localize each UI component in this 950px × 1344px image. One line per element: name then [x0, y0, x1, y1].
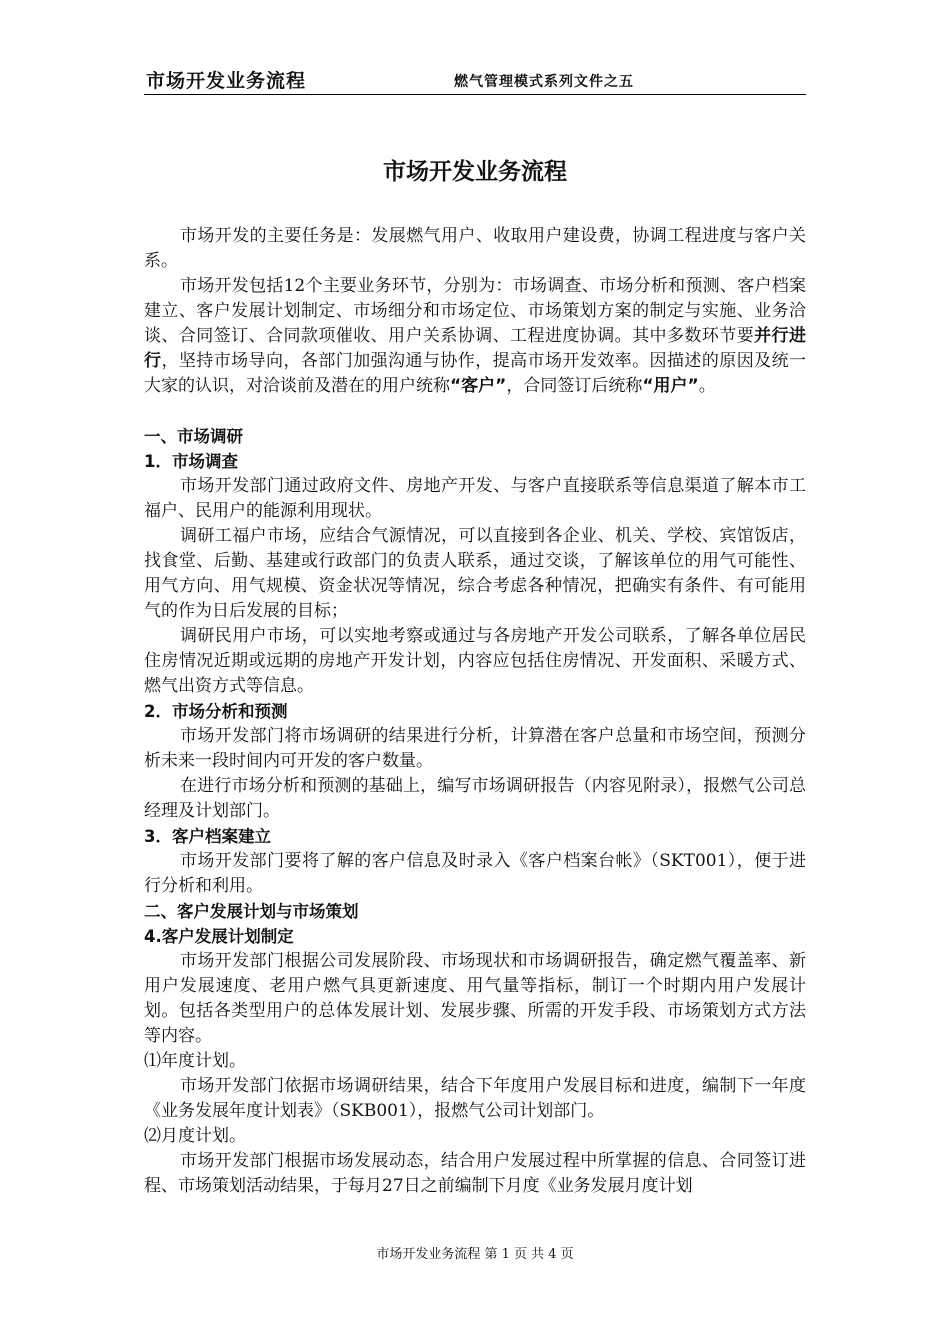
paragraph: 调研工福户市场，应结合气源情况，可以直接到各企业、机关、学校、宾馆饭店，找食堂、后勤、基建或行政部门的负责人联系，通过交谈，了解该单位的用气可能性、用气方向、用气规模、资金状况等情况，综合考虑各种情况，把确实有条件、有可能用气的作为日后发展的目标； — [144, 526, 806, 621]
page-header — [144, 70, 806, 95]
header-title: 市场开发业务流程 — [146, 70, 307, 92]
bold-term: “用户” — [642, 376, 699, 396]
section-heading-2: 二、客户发展计划与市场策划 — [144, 902, 359, 921]
page-footer: 市场开发业务流程 第 1 页 共 4 页 — [376, 1247, 574, 1262]
intro-paragraph-2 — [144, 274, 806, 399]
paragraph: 市场开发部门根据公司发展阶段、市场现状和市场调研报告，确定燃气覆盖率、新用户发展速度、老用户燃气具更新速度、用气量等指标，制订一个时期内用户发展计划。包括各类型用户的总体发展计划、发展步骤、所需的开发手段、市场策划方式方法等内容。 — [144, 951, 806, 1046]
bold-term: “客户” — [450, 376, 507, 396]
subsection-heading-1: 1．市场调查 — [144, 452, 238, 471]
paragraph: 市场开发部门依据市场调研结果，结合下年度用户发展目标和进度，编制下一年度《业务发展年度计划表》（SKB001），报燃气公司计划部门。 — [144, 1076, 806, 1121]
paragraph: 市场开发部门根据市场发展动态，结合用户发展过程中所掌握的信息、合同签订进程、市场策划活动结果，于每月27日之前编制下月度《业务发展月度计划 — [144, 1151, 806, 1196]
list-item-annual: ⑴年度计划。 — [144, 1051, 246, 1071]
intro-paragraph-1: 市场开发的主要任务是：发展燃气用户、收取用户建设费，协调工程进度与客户关系。 — [144, 226, 806, 271]
subsection-heading-4: 4.客户发展计划制定 — [144, 927, 294, 946]
paragraph: 在进行市场分析和预测的基础上，编写市场调研报告（内容见附录），报燃气公司总经理及计划部门。 — [144, 776, 806, 821]
paragraph: 市场开发部门将市场调研的结果进行分析，计算潜在客户总量和市场空间，预测分析未来一段时间内可开发的客户数量。 — [144, 726, 806, 771]
document-body — [144, 224, 806, 1199]
document-title: 市场开发业务流程 — [383, 159, 567, 185]
spacer — [144, 399, 806, 424]
section-heading-1: 一、市场调研 — [144, 427, 243, 446]
paragraph: 市场开发部门要将了解的客户信息及时录入《客户档案台帐》（SKT001），便于进行分析和利用。 — [144, 851, 806, 896]
text-run: ，坚持市场导向，各部门加强沟通与协作，提高市场开发效率。因描述的原因及统一大家的认识，对洽谈前及潜在的用户统称 — [144, 351, 807, 396]
paragraph: 调研民用户市场，可以实地考察或通过与各房地产开发公司联系，了解各单位居民住房情况近期或远期的房地产开发计划，内容应包括住房情况、开发面积、采暖方式、燃气出资方式等信息。 — [144, 626, 806, 696]
bold-term: 并行进行 — [144, 326, 807, 371]
list-item-monthly: ⑵月度计划。 — [144, 1126, 246, 1146]
text-run: ，合同签订后统称 — [506, 376, 643, 396]
subsection-heading-2: 2．市场分析和预测 — [144, 702, 288, 721]
paragraph: 市场开发部门通过政府文件、房地产开发、与客户直接联系等信息渠道了解本市工福户、民用户的能源利用现状。 — [144, 476, 806, 521]
text-run: 市场开发包括12个主要业务环节，分别为：市场调查、市场分析和预测、客户档案建立、客户发展计划制定、市场细分和市场定位、市场策划方案的制定与实施、业务洽谈、合同签订、合同款项催收、用户关系协调、工程进度协调。其中多数环节要 — [144, 276, 806, 346]
subsection-heading-3: 3．客户档案建立 — [144, 827, 271, 846]
text-run: 。 — [698, 376, 716, 396]
header-series: 燃气管理模式系列文件之五 — [454, 74, 634, 90]
